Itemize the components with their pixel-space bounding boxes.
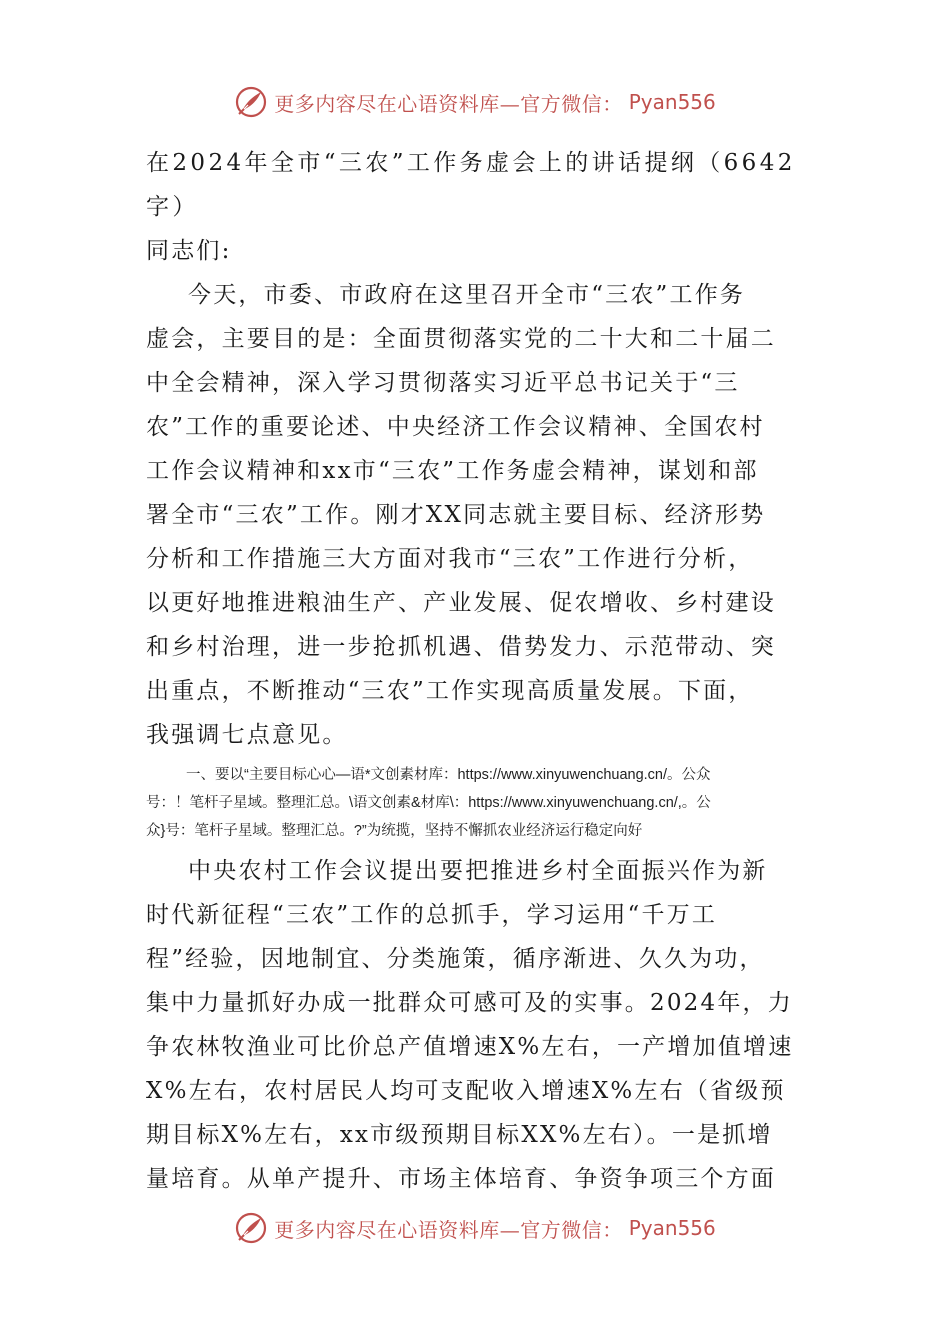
footer-banner [0, 1208, 950, 1248]
quill-logo-icon [234, 1211, 268, 1245]
paragraph-line: 量培育。从单产提升、市场主体培育、争资争项三个方面 [146, 1166, 776, 1192]
paragraph-line: 虚会，主要目的是：全面贯彻落实党的二十大和二十届二 [146, 326, 776, 352]
banner-wechat-id: Pyan556 [628, 1216, 716, 1240]
paragraph-line: 和乡村治理，进一步抢抓机遇、借势发力、示范带动、突 [146, 634, 776, 660]
header-banner [0, 82, 950, 122]
heading-line: 一、要以“主要目标心心—语*文创素材库：https://www.xinyuwenchuang.cn/。公众 [186, 767, 711, 783]
paragraph-line: 以更好地推进粮油生产、产业发展、促农增收、乡村建设 [146, 590, 776, 616]
heading-line: 众}号：笔杆子星域。整理汇总。?”为统揽，坚持不懈抓农业经济运行稳定向好 [146, 823, 643, 839]
paragraph-line: 中全会精神，深入学习贯彻落实习近平总书记关于“三 [146, 370, 740, 396]
paragraph-line: 期目标X%左右，xx市级预期目标XX%左右）。一是抓增 [146, 1122, 773, 1148]
section-heading-1 [146, 761, 806, 845]
paragraph-line: 今天，市委、市政府在这里召开全市“三农”工作务 [188, 282, 746, 308]
title-line: 在2024年全市“三农”工作务虚会上的讲话提纲（6642 [146, 150, 796, 176]
banner-text: 更多内容尽在心语资料库—官方微信： [274, 1217, 623, 1242]
paragraph-line: 程”经验，因地制宜、分类施策，循序渐进、久久为功， [146, 946, 765, 972]
paragraph-line: 署全市“三农”工作。刚才XX同志就主要目标、经济形势 [146, 502, 766, 528]
document-title [146, 141, 806, 229]
banner-text: 更多内容尽在心语资料库—官方微信： [274, 91, 623, 116]
paragraph-line: 农”工作的重要论述、中央经济工作会议精神、全国农村 [146, 414, 765, 440]
heading-line: 号：！笔杆子星域。整理汇总。\语文创素&材库\：https://www.xinyuwenchuang.cn/,。公 [146, 795, 711, 811]
quill-logo-icon [234, 85, 268, 119]
paragraph-line: 分析和工作措施三大方面对我市“三农”工作进行分析， [146, 546, 754, 572]
paragraph-line: 争农林牧渔业可比价总产值增速X%左右，一产增加值增速 [146, 1034, 794, 1060]
paragraph-line: 我强调七点意见。 [146, 722, 348, 748]
paragraph-line: 集中力量抓好办成一批群众可感可及的实事。2024年，力 [146, 990, 793, 1016]
banner-wechat-id: Pyan556 [628, 90, 716, 114]
paragraph-line: 工作会议精神和xx市“三农”工作务虚会精神，谋划和部 [146, 458, 759, 484]
salutation: 同志们: [146, 238, 232, 264]
paragraph-line: 出重点，不断推动“三农”工作实现高质量发展。下面， [146, 678, 754, 704]
title-line: 字） [146, 194, 199, 220]
paragraph-line: 时代新征程“三农”工作的总抓手，学习运用“千万工 [146, 902, 718, 928]
paragraph-line: X%左右，农村居民人均可支配收入增速X%左右（省级预 [146, 1078, 786, 1104]
paragraph-intro [146, 273, 806, 757]
paragraph-line: 中央农村工作会议提出要把推进乡村全面振兴作为新 [188, 858, 768, 884]
paragraph-section-1 [146, 849, 806, 1201]
document-body [146, 141, 806, 1201]
